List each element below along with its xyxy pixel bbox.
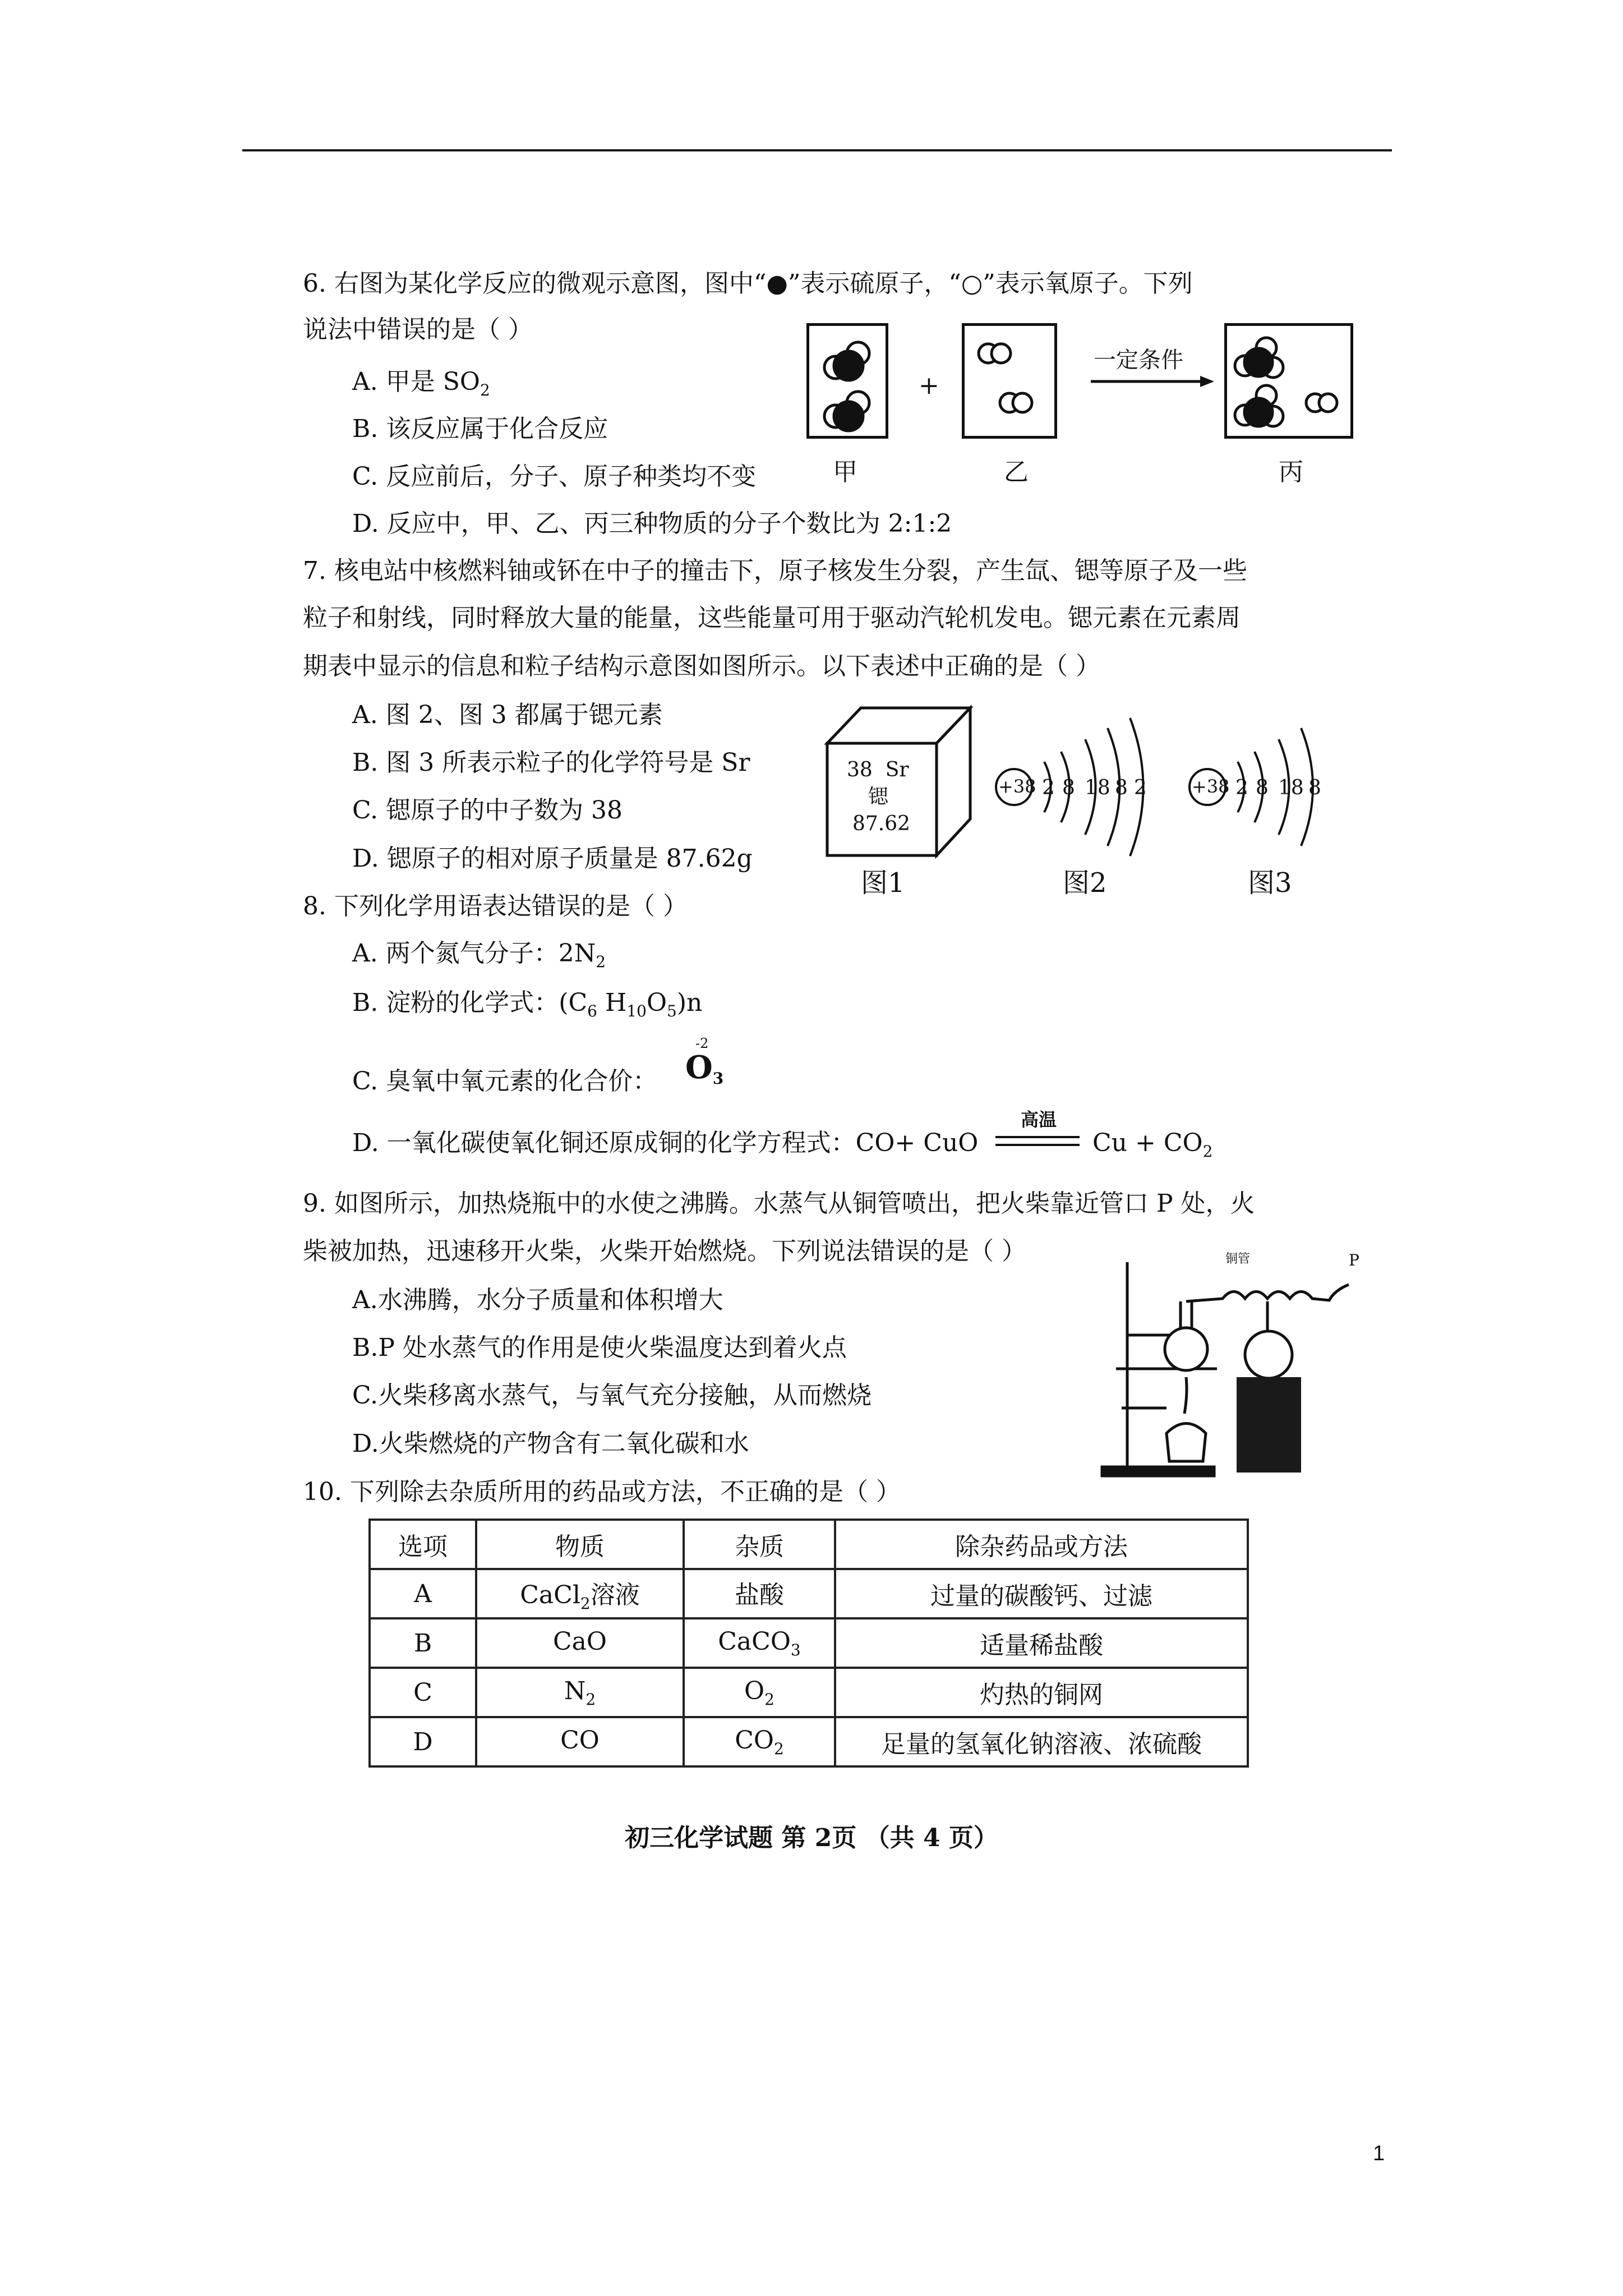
table-row [370, 1618, 1248, 1668]
cell-impurity: $O_2$ [684, 1668, 835, 1717]
cell-substance: CaO [476, 1618, 684, 1668]
fig3-shell-3: 18 [1278, 776, 1304, 799]
q8-option-a: A. 两个氮气分子：$2N_2$ [352, 939, 606, 971]
q9-option-b: B.P 处水蒸气的作用是使火柴温度达到着火点 [352, 1333, 847, 1362]
table-row [370, 1668, 1248, 1717]
fig2-shell-2: 8 [1062, 776, 1075, 799]
label-yi: 乙 [1004, 458, 1029, 486]
q6-option-b: B. 该反应属于化合反应 [352, 415, 608, 443]
cell-method: 灼热的铜网 [835, 1668, 1248, 1717]
cell-option: C [370, 1668, 476, 1717]
q7-stem-line1: 7. 核电站中核燃料铀或钚在中子的撞击下，原子核发生分裂，产生氙、锶等原子及一些 [303, 556, 1247, 585]
cell-substance: CaCl$_2$溶液 [476, 1569, 684, 1618]
q8-stem: 8. 下列化学用语表达错误的是（ ） [303, 892, 688, 921]
q10-table [368, 1519, 1249, 1768]
cell-option: A [370, 1569, 476, 1618]
caption-fig3: 图3 [1248, 867, 1292, 899]
header-impurity: 杂质 [684, 1520, 835, 1569]
q7-stem-line2: 粒子和射线，同时释放大量的能量，这些能量可用于驱动汽轮机发电。锶元素在元素周 [303, 604, 1241, 632]
table-row [370, 1569, 1248, 1618]
cell-impurity: CaCO$_3$ [684, 1618, 835, 1668]
q8-d-products: $Cu + CO_2$ [1092, 1129, 1213, 1161]
q6-option-c: C. 反应前后，分子、原子种类均不变 [352, 462, 757, 491]
element-name: 锶 [868, 785, 889, 808]
q6-option-d: D. 反应中，甲、乙、丙三种物质的分子个数比为 2:1:2 [352, 509, 952, 538]
element-number-symbol: 38 Sr [847, 758, 909, 781]
table-header-row [370, 1520, 1248, 1569]
q10-stem: 10. 下列除去杂质所用的药品或方法，不正确的是（ ） [303, 1478, 901, 1506]
cell-impurity: 盐酸 [684, 1569, 835, 1618]
q8-option-c: C. 臭氧中氧元素的化合价： [352, 1067, 658, 1096]
fig2-shell-5: 2 [1134, 776, 1147, 799]
q6-stem-line1: 6. 右图为某化学反应的微观示意图，图中“●”表示硫原子，“○”表示氧原子。下列 [303, 269, 1193, 298]
element-mass: 87.62 [852, 812, 911, 835]
cell-method: 足量的氢氧化钠溶液、浓硫酸 [835, 1717, 1248, 1766]
cell-substance: CO [476, 1717, 684, 1766]
q6-stem-line2: 说法中错误的是（ ） [303, 315, 533, 344]
cell-method: 适量稀盐酸 [835, 1618, 1248, 1668]
fig3-shell-4: 8 [1308, 776, 1321, 799]
fig3-shell-2: 8 [1256, 776, 1269, 799]
label-point-p: P [1349, 1251, 1359, 1269]
q8-option-d: D. 一氧化碳使氧化铜还原成铜的化学方程式：CO+ CuO [352, 1129, 979, 1157]
header-option: 选项 [370, 1520, 476, 1569]
cell-method: 过量的碳酸钙、过滤 [835, 1569, 1248, 1618]
q8-c-ozone: $O_3$ [685, 1049, 724, 1088]
cell-option: B [370, 1618, 476, 1668]
fig2-shell-3: 18 [1085, 776, 1110, 799]
page-footer: 初三化学试题 第 2页 （共 4 页） [625, 1824, 998, 1852]
cell-substance: $N_2$ [476, 1668, 684, 1717]
condition-label: 一定条件 [1094, 347, 1183, 373]
fig2-shell-1: 2 [1042, 776, 1055, 799]
cell-option: D [370, 1717, 476, 1766]
label-jia: 甲 [833, 458, 857, 486]
q7-option-a: A. 图 2、图 3 都属于锶元素 [352, 701, 663, 729]
caption-fig1: 图1 [861, 867, 905, 899]
page-number: 1 [1373, 2142, 1385, 2165]
q9-stem-line2: 柴被加热，迅速移开火柴，火柴开始燃烧。下列说法错误的是（ ） [303, 1237, 1026, 1266]
label-copper-tube: 铜管 [1225, 1252, 1251, 1266]
q9-stem-line1: 9. 如图所示，加热烧瓶中的水使之沸腾。水蒸气从铜管喷出，把火柴靠近管口 P 处，火 [303, 1189, 1255, 1218]
q9-option-d: D.火柴燃烧的产物含有二氧化碳和水 [352, 1429, 749, 1458]
q7-option-c: C. 锶原子的中子数为 38 [352, 796, 623, 825]
q9-option-a: A.水沸腾，水分子质量和体积增大 [352, 1286, 723, 1314]
q8-c-charge: -2 [695, 1036, 709, 1051]
fig3-shell-1: 2 [1235, 776, 1248, 799]
header-substance: 物质 [476, 1520, 684, 1569]
fig2-shell-4: 8 [1115, 776, 1128, 799]
cell-impurity: $CO_2$ [684, 1717, 835, 1766]
header-method: 除杂药品或方法 [835, 1520, 1248, 1569]
fig3-nucleus: +38 [1192, 776, 1230, 797]
q6-option-a: A. 甲是 $SO_2$ [352, 367, 490, 399]
fig2-nucleus: +38 [998, 776, 1036, 797]
q8-option-b: B. 淀粉的化学式：($C_6$ $H_{10}O_5)n$ [352, 988, 703, 1020]
q7-stem-line3: 期表中显示的信息和粒子结构示意图如图所示。以下表述中正确的是（ ） [303, 652, 1100, 680]
q9-option-c: C.火柴移离水蒸气，与氧气充分接触，从而燃烧 [352, 1381, 872, 1410]
q7-option-d: D. 锶原子的相对原子质量是 87.62g [352, 844, 753, 873]
plus-sign: + [919, 371, 939, 400]
q8-d-condition: 高温 [1021, 1109, 1057, 1130]
label-bing: 丙 [1279, 458, 1303, 486]
table-row [370, 1717, 1248, 1766]
caption-fig2: 图2 [1063, 867, 1107, 899]
q7-option-b: B. 图 3 所表示粒子的化学符号是 Sr [352, 748, 750, 777]
